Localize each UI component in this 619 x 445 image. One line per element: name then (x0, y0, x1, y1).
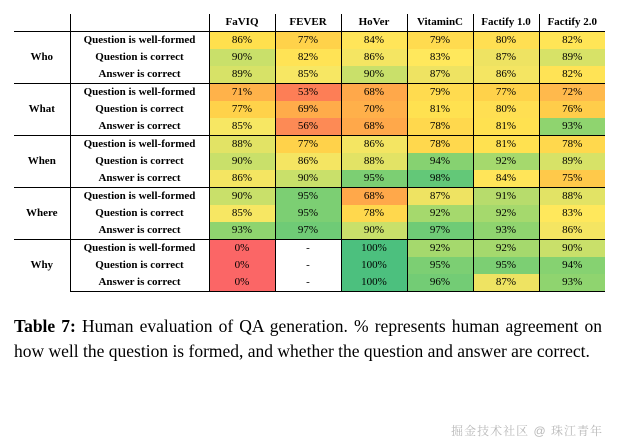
row-label: Question is well-formed (70, 188, 209, 206)
table-cell: 0% (209, 257, 275, 274)
table-cell: 90% (209, 188, 275, 206)
group-label: When (14, 136, 70, 188)
table-cell: 89% (539, 49, 605, 66)
table-cell: 86% (209, 170, 275, 188)
watermark: 掘金技术社区 @ 珠江青年 (451, 424, 603, 438)
table-cell: 93% (473, 222, 539, 240)
table-cell: 96% (407, 274, 473, 292)
table-cell: 86% (539, 222, 605, 240)
table-cell: 90% (209, 153, 275, 170)
row-label: Answer is correct (70, 118, 209, 136)
table-row (14, 240, 605, 258)
group-label: What (14, 84, 70, 136)
table-body (14, 32, 605, 292)
table-cell: 93% (209, 222, 275, 240)
column-header: FaVIQ (209, 14, 275, 32)
table-cell: 100% (341, 257, 407, 274)
table-cell: 77% (473, 84, 539, 102)
table-cell: 88% (539, 188, 605, 206)
table-cell: 85% (275, 66, 341, 84)
table-cell: 86% (341, 49, 407, 66)
table-cell: 81% (407, 101, 473, 118)
group-label: Why (14, 240, 70, 292)
table-cell: 87% (407, 188, 473, 206)
table-cell: 79% (407, 32, 473, 50)
table-cell: 93% (539, 274, 605, 292)
table-row (14, 222, 605, 240)
table-cell: 84% (473, 170, 539, 188)
table-row (14, 188, 605, 206)
table-cell: 77% (209, 101, 275, 118)
table-cell: 72% (539, 84, 605, 102)
table-row (14, 66, 605, 84)
table-cell: 87% (473, 274, 539, 292)
table-cell: 90% (209, 49, 275, 66)
header-blank-group (14, 14, 70, 32)
table-cell: 95% (275, 205, 341, 222)
table-cell: 90% (539, 240, 605, 258)
table-cell: 56% (275, 118, 341, 136)
column-header: HoVer (341, 14, 407, 32)
table-cell: 86% (209, 32, 275, 50)
table-cell: 81% (473, 118, 539, 136)
table-caption (14, 314, 602, 364)
caption-text: Human evaluation of QA generation. % represents human agreement on how well the question is formed, and whether the question and answer are correct. (14, 316, 602, 361)
table-cell: 78% (407, 118, 473, 136)
table-cell: 97% (407, 222, 473, 240)
table-cell: 77% (275, 32, 341, 50)
row-label: Answer is correct (70, 66, 209, 84)
table-cell: 91% (473, 188, 539, 206)
table-cell: 83% (407, 49, 473, 66)
table-cell: 0% (209, 240, 275, 258)
column-header: Factify 2.0 (539, 14, 605, 32)
group-label: Who (14, 32, 70, 84)
table-cell: 82% (539, 66, 605, 84)
header-blank-rowlabel (70, 14, 209, 32)
table-cell: 53% (275, 84, 341, 102)
table-cell: 88% (341, 153, 407, 170)
table-cell: 92% (407, 240, 473, 258)
table-cell: 71% (209, 84, 275, 102)
table-row (14, 84, 605, 102)
table-cell: - (275, 240, 341, 258)
table-cell: 89% (539, 153, 605, 170)
table-row (14, 32, 605, 50)
qa-evaluation-table (14, 14, 605, 292)
table-cell: 80% (473, 32, 539, 50)
table-cell: 68% (341, 188, 407, 206)
row-label: Question is well-formed (70, 84, 209, 102)
table-cell: 94% (539, 257, 605, 274)
table-cell: 78% (539, 136, 605, 154)
table-cell: 85% (209, 118, 275, 136)
table-cell: 69% (275, 101, 341, 118)
table-cell: 100% (341, 240, 407, 258)
table-row (14, 118, 605, 136)
row-label: Question is correct (70, 49, 209, 66)
column-header: FEVER (275, 14, 341, 32)
table-cell: 86% (341, 136, 407, 154)
row-label: Question is well-formed (70, 240, 209, 258)
table-cell: - (275, 257, 341, 274)
table-cell: 92% (407, 205, 473, 222)
table-row (14, 49, 605, 66)
row-label: Question is well-formed (70, 136, 209, 154)
table-cell: 0% (209, 274, 275, 292)
table-cell: 89% (209, 66, 275, 84)
table-cell: - (275, 274, 341, 292)
column-header: Factify 1.0 (473, 14, 539, 32)
table-cell: 92% (473, 205, 539, 222)
table-row (14, 136, 605, 154)
table-cell: 78% (407, 136, 473, 154)
table-cell: 75% (539, 170, 605, 188)
table-cell: 80% (473, 101, 539, 118)
table-cell: 82% (539, 32, 605, 50)
table-cell: 84% (341, 32, 407, 50)
table-cell: 86% (275, 153, 341, 170)
table-cell: 78% (341, 205, 407, 222)
row-label: Answer is correct (70, 170, 209, 188)
table-cell: 90% (275, 170, 341, 188)
table-cell: 83% (539, 205, 605, 222)
table-cell: 79% (407, 84, 473, 102)
table-cell: 68% (341, 118, 407, 136)
table-cell: 87% (407, 66, 473, 84)
table-cell: 68% (341, 84, 407, 102)
table-cell: 90% (341, 222, 407, 240)
row-label: Answer is correct (70, 274, 209, 292)
table-cell: 94% (407, 153, 473, 170)
row-label: Question is correct (70, 205, 209, 222)
table-cell: 70% (341, 101, 407, 118)
table-row (14, 101, 605, 118)
table-row (14, 257, 605, 274)
table-cell: 95% (473, 257, 539, 274)
table-cell: 76% (539, 101, 605, 118)
table-header (14, 14, 605, 32)
table-cell: 85% (209, 205, 275, 222)
table-cell: 95% (341, 170, 407, 188)
row-label: Question is correct (70, 101, 209, 118)
table-row (14, 153, 605, 170)
caption-label: Table 7: (14, 316, 76, 336)
table-cell: 93% (539, 118, 605, 136)
table-row (14, 274, 605, 292)
table-cell: 77% (275, 136, 341, 154)
row-label: Answer is correct (70, 222, 209, 240)
table-row (14, 170, 605, 188)
table-cell: 81% (473, 136, 539, 154)
table-cell: 100% (341, 274, 407, 292)
table-cell: 87% (473, 49, 539, 66)
row-label: Question is correct (70, 257, 209, 274)
table-cell: 97% (275, 222, 341, 240)
table-cell: 95% (275, 188, 341, 206)
row-label: Question is well-formed (70, 32, 209, 50)
table-cell: 92% (473, 240, 539, 258)
table-cell: 95% (407, 257, 473, 274)
group-label: Where (14, 188, 70, 240)
table-cell: 92% (473, 153, 539, 170)
table-cell: 82% (275, 49, 341, 66)
table-cell: 90% (341, 66, 407, 84)
table-row (14, 205, 605, 222)
table-cell: 88% (209, 136, 275, 154)
table-cell: 86% (473, 66, 539, 84)
table-cell: 98% (407, 170, 473, 188)
column-header: VitaminC (407, 14, 473, 32)
row-label: Question is correct (70, 153, 209, 170)
